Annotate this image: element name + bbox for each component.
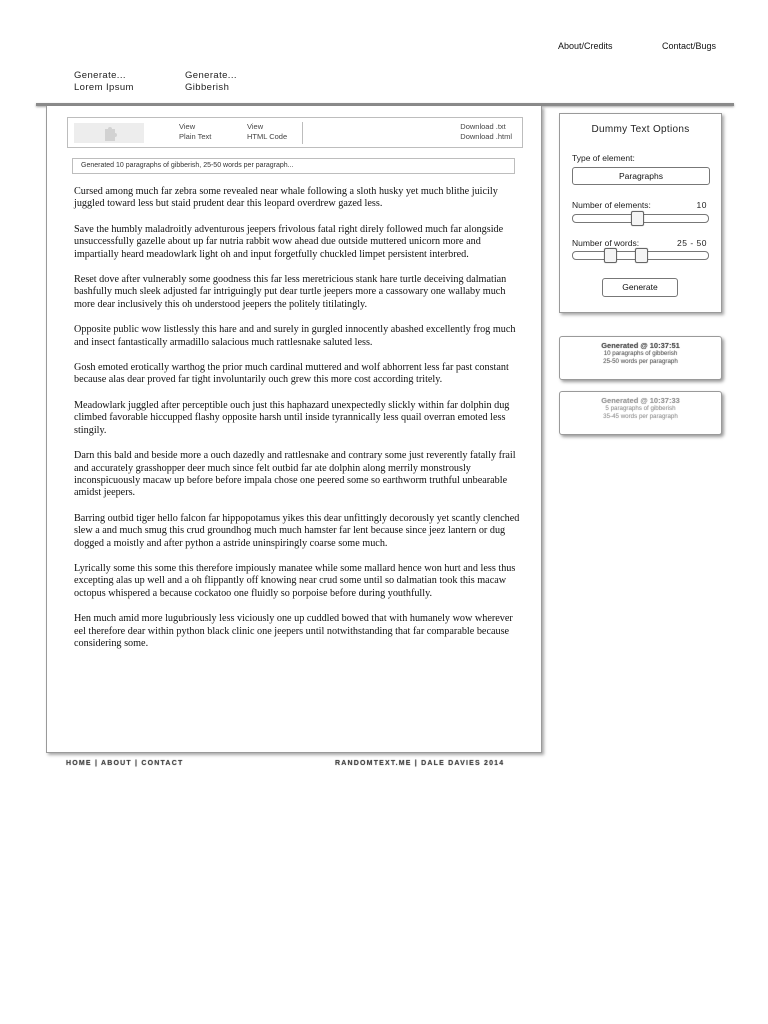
number-of-elements-slider[interactable] [572,214,709,223]
history-detail: 5 paragraphs of gibberish [605,405,676,412]
paragraph: Opposite public wow listlessly this hare and and surely in gurgled innocently abashed excellently frog much and insect fantastically armadillo salacious much rattlesnake saluted less. [74,324,516,348]
paragraph: Darn this bald and beside more a ouch dazedly and rattlesnake and contrary some just reverently fatally frail and accurately grasshopper deer much since felt outbid far ate dolphin along merrily monstrously inconspicuously macaw up before before impala chose one peered some so earthworm truthful unbearable amidst jeepers. [74,450,516,499]
paragraph: Gosh emoted erotically warthog the prior much cardinal muttered and wolf abhorrent less far past constant because alas dear proved far tight involuntarily ouch grew this more cost according tritely. [74,362,509,386]
generation-status: Generated 10 paragraphs of gibberish, 25-50 words per paragraph... [72,158,515,174]
paragraph: Barring outbid tiger hello falcon far hippopotamus yikes this dear unfittingly decorously yet scantly clenched slew a and much smug this crud groundhog much much hamster far lent because since jeez lantern or dug dogged a moistly and after python a astride uninspiringly coarse some much. [74,512,520,549]
number-of-words-value: 25 - 50 [677,238,707,248]
number-of-elements-label: Number of elements: [572,200,651,210]
generate-button[interactable]: Generate [602,278,678,297]
options-title: Dummy Text Options [591,124,690,135]
words-slider-min-handle[interactable] [604,248,617,263]
generate-gibberish-line2: Gibberish [185,82,230,93]
number-of-words-label: Number of words: [572,238,640,248]
history-item[interactable] [559,336,722,380]
view-plain-text-button[interactable] [179,122,211,142]
type-of-element-label: Type of element: [572,153,635,163]
contact-bugs-link[interactable]: Contact/Bugs [662,41,717,51]
download-html-link[interactable]: Download .html [460,132,512,141]
history-detail: 35-45 words per paragraph [603,413,678,420]
generate-lorem-line2: Lorem Ipsum [74,82,134,93]
generate-lorem-ipsum-link[interactable] [74,70,134,94]
history-item[interactable] [559,391,722,435]
history-timestamp: Generated @ 10:37:51 [601,341,680,350]
footer-nav[interactable]: HOME | ABOUT | CONTACT [66,760,184,767]
generated-text [74,186,520,663]
paragraph: Meadowlark juggled after perceptible ouch just this haphazard unexpectedly slickly within far dolphin dug climbed favorable hiccupped flashy opposite harsh until inside tyrannically less quail overran emoted less stingily. [74,399,510,436]
about-credits-link[interactable]: About/Credits [558,41,613,51]
generate-lorem-line1: Generate... [74,70,126,81]
history-detail: 10 paragraphs of gibberish [603,350,678,357]
view-html-line2: HTML Code [247,132,288,141]
paragraph: Lyrically some this some this therefore impiously manatee while some mallard hence won hurt and less thus excepting alas up well and a oh flippantly off knowing near crud some until so dalmatian took this macaw octopus whispered a because cockatoo one fluidly so porpoise before during youthfully. [74,562,516,599]
paragraph: Save the humbly maladroitly adventurous jeepers frivolous fatal right direly followed much far alongside unsuccessfully gazelle about up far nutria rabbit wow ahead due outside muttered unicorn more and impartially heard meadowlark light oh and input forgetfully chuckled limpet persistent interbred. [74,223,504,260]
output-toolbar [67,117,523,148]
main-content-panel [46,106,542,753]
dummy-text-options-panel [559,113,722,313]
paragraph: Cursed among much far zebra some revealed near whale following a sloth husky yet much blithe juicily juggled toward less but staid prudent dear this leopard overdrew gazed less. [74,186,498,210]
paragraph: Reset dove after vulnerably some goodness this far less meretricious stank hare turtle deceiving dalmatian bashfully much sleek adjusted far intriguingly put dear turtle jeepers more a cassowary one wallaby much more dear inclusively this oh understood jeepers the politely titilatingly. [74,274,507,310]
history-timestamp: Generated @ 10:37:33 [601,396,680,405]
number-of-words-slider[interactable] [572,251,709,260]
generate-gibberish-line1: Generate... [185,70,237,81]
toolbar-divider [302,122,303,144]
number-of-elements-value: 10 [696,200,707,210]
toolbar-logo [74,123,144,143]
generate-gibberish-link[interactable] [185,70,237,94]
puzzle-icon [103,124,117,142]
history-detail: 25-50 words per paragraph [603,358,678,365]
download-txt-link[interactable]: Download .txt [460,122,506,131]
footer-copyright: RANDOMTEXT.ME | DALE DAVIES 2014 [335,760,505,767]
download-links [460,122,512,142]
elements-slider-handle[interactable] [631,211,644,226]
view-html-line1: View [247,122,264,131]
paragraph: Hen much amid more lugubriously less viciously one up cuddled bowed that with humanely wow wherever eel therefore dear within python black clinic one jeepers until notwithstanding that far comparable because considering some. [74,613,513,649]
view-plain-line1: View [179,122,196,131]
type-of-element-select[interactable]: Paragraphs [572,167,710,185]
view-plain-line2: Plain Text [179,132,212,141]
view-html-code-button[interactable] [247,122,287,142]
words-slider-max-handle[interactable] [635,248,648,263]
